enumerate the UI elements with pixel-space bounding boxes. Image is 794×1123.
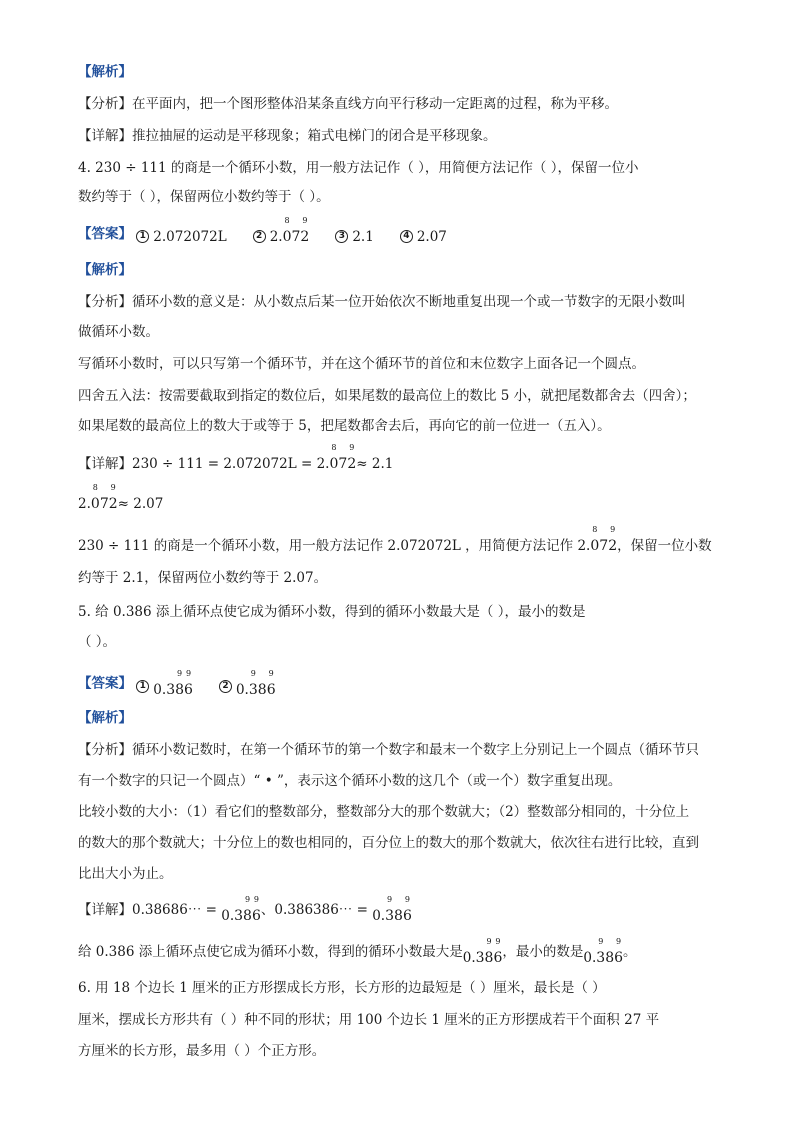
detail-5-line-2: 给 0.386 添上循环点使它成为循环小数，得到的循环小数最大是0.39 89 6，最小的数是0.9 389 6。 bbox=[78, 942, 637, 962]
circled-number-1-icon: 1 bbox=[136, 230, 149, 243]
detail-5-line-1: 【详解】0.38686⋯ = 0.39 89 6、0.386386⋯ = 0.9 389 6 bbox=[78, 900, 412, 920]
analysis-4-line-1: 【分析】循环小数的意义是：从小数点后某一位开始依次不断地重复出现一个或一节数字的无限小数叫 bbox=[78, 294, 686, 310]
detail-4-line-4: 约等于 2.1，保留两位小数约等于 2.07。 bbox=[78, 570, 328, 586]
analysis-4-line-5: 如果尾数的最高位上的数大于或等于 5，把尾数都舍去后，再向它的前一位进一（五入）。 bbox=[78, 418, 611, 434]
analysis-tag: 【分析】 bbox=[78, 96, 132, 112]
analysis-5-line-3: 比较小数的大小：（1）看它们的整数部分，整数部分大的那个数就大；（2）整数部分相同的，十分位上 bbox=[78, 804, 690, 820]
answer-tag: 【答案】 bbox=[78, 226, 132, 242]
analysis-text: 在平面内，把一个图形整体沿某条直线方向平行移动一定距离的过程，称为平移。 bbox=[132, 96, 618, 112]
analysis-line bbox=[78, 94, 618, 114]
analysis-5-line-5: 比出大小为止。 bbox=[78, 866, 173, 882]
answer-5-row bbox=[78, 672, 302, 700]
detail-text: 推拉抽屉的运动是平移现象；箱式电梯门的闭合是平移现象。 bbox=[132, 128, 497, 144]
circled-number-2-icon: 2 bbox=[253, 230, 266, 243]
circled-number-3-icon: 3 bbox=[335, 230, 348, 243]
analysis-heading: 【解析】 bbox=[78, 64, 132, 80]
question-5-line-1: 5. 给 0.386 添上循环点使它成为循环小数，得到的循环小数最大是（ ），最小的数是 bbox=[78, 604, 586, 620]
question-5-line-2: （ ）。 bbox=[78, 634, 117, 650]
detail-line bbox=[78, 126, 497, 146]
answer-4-item-1: 1 2.072072L bbox=[136, 227, 226, 247]
question-6-line-3: 方厘米的长方形，最多用（ ）个正方形。 bbox=[78, 1043, 326, 1059]
analysis-5-line-4: 的数大的那个数就大；十分位上的数也相同的，百分位上的数大的那个数就大，依次往右进行比较，直到 bbox=[78, 835, 699, 851]
answer-4-item-4: 4 2.07 bbox=[400, 227, 447, 247]
answer-4-item-2: 2 2.8 079 2 bbox=[253, 227, 310, 247]
answer-4-item-3: 3 2.1 bbox=[335, 227, 373, 247]
circled-number-1-icon: 1 bbox=[136, 680, 149, 693]
analysis-heading-4: 【解析】 bbox=[78, 262, 132, 278]
analysis-4-line-4: 四舍五入法：按需要截取到指定的数位后，如果尾数的最高位上的数比 5 小，就把尾数都舍去（四舍）； bbox=[78, 388, 696, 404]
analysis-4-line-2: 做循环小数。 bbox=[78, 324, 159, 340]
question-4-line-2: 数约等于（ ），保留两位小数约等于（ ）。 bbox=[78, 189, 330, 205]
circled-number-2-icon: 2 bbox=[219, 680, 232, 693]
detail-4-line-3: 230 ÷ 111 的商是一个循环小数，用一般方法记作 2.072072L ，用简便方法记作 2.8 079 2，保留一位小数 bbox=[78, 536, 712, 556]
question-4-line-1: 4. 230 ÷ 111 的商是一个循环小数，用一般方法记作（ ），用简便方法记作（ ），保留一位小 bbox=[78, 160, 639, 176]
question-6-line-2: 厘米，摆成长方形共有（ ）种不同的形状；用 100 个边长 1 厘米的正方形摆成若干个面积 27 平 bbox=[78, 1012, 660, 1028]
answer-5-item-1: 1 0.39 89 6 bbox=[136, 672, 193, 700]
analysis-5-line-2: 有一个数字的只记一个圆点）“ • ”，表示这个循环小数的这几个（或一个）数字重复出现。 bbox=[78, 773, 622, 789]
answer-5-item-2: 2 0.9 389 6 bbox=[219, 672, 276, 700]
circled-number-4-icon: 4 bbox=[400, 230, 413, 243]
question-6-line-1: 6. 用 18 个边长 1 厘米的正方形摆成长方形，长方形的边最短是（ ）厘米，最长是（ ） bbox=[78, 980, 606, 996]
answer-4-row bbox=[78, 224, 473, 247]
detail-tag: 【详解】 bbox=[78, 128, 132, 144]
detail-4-line-2: 2.8 079 2≈ 2.07 bbox=[78, 494, 163, 514]
analysis-5-line-1: 【分析】循环小数记数时，在第一个循环节的第一个数字和最末一个数字上分别记上一个圆点（循环节只 bbox=[78, 742, 699, 758]
answer-tag: 【答案】 bbox=[78, 675, 132, 692]
analysis-4-line-3: 写循环小数时，可以只写第一个循环节，并在这个循环节的首位和末位数字上面各记一个圆点。 bbox=[78, 356, 645, 372]
detail-4-line-1: 【详解】230 ÷ 111 = 2.072072L = 2.8 079 2≈ 2.1 bbox=[78, 454, 393, 474]
analysis-heading-5: 【解析】 bbox=[78, 710, 132, 726]
